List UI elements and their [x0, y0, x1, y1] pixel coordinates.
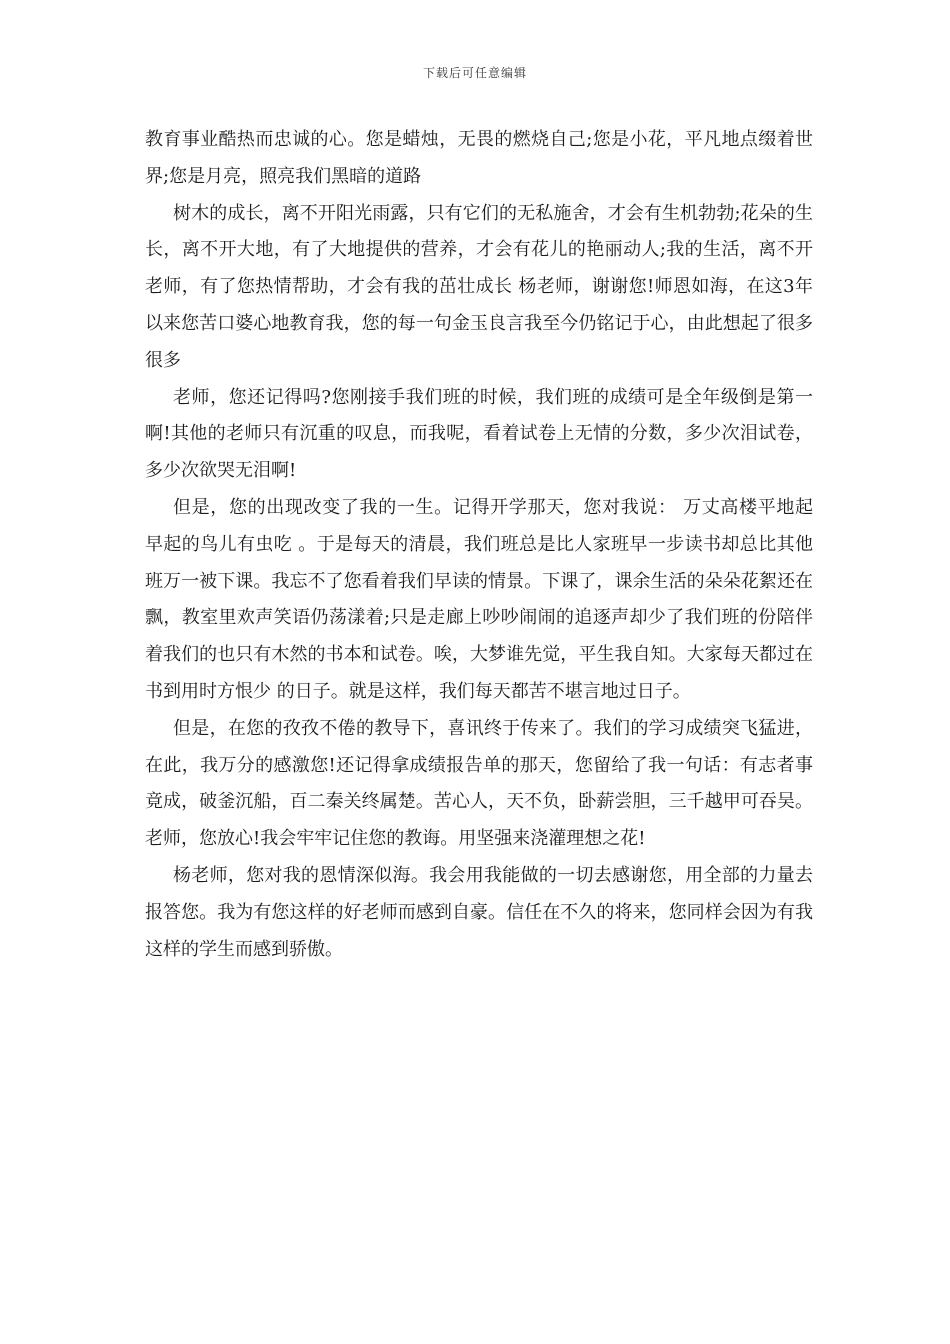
paragraph: 教育事业酷热而忠诚的心。您是蜡烛，无畏的燃烧自己;您是小花，平凡地点缀着世界;您是月亮，照亮我们黑暗的道路 [145, 129, 813, 187]
page-header: 下载后可任意编辑 [422, 66, 527, 80]
paragraph: 杨老师，您对我的恩情深似海。我会用我能做的一切去感谢您，用全部的力量去报答您。我为有您这样的好老师而感到自豪。信任在不久的将来，您同样会因为有我这样的学生而感到骄傲。 [145, 864, 813, 960]
paragraph: 但是，您的出现改变了我的一生。记得开学那天，您对我说： 万丈高楼平地起 早起的鸟儿有虫吃 。于是每天的清晨，我们班总是比人家班早一步读书却总比其他班万一被下课。我忘不了您看着我们早读的情景。下课了，课余生活的朵朵花絮还在飘，教室里欢声笑语仍荡漾着;只是走廊上吵吵闹闹的追逐声却少了我们班的份陪伴着我们的也只有木然的书本和试卷。唉，大梦谁先觉，平生我自知。大家每天都过在 书到用时方恨少 的日子。就是这样，我们每天都苦不堪言地过日子。 [145, 496, 813, 702]
document-body [145, 122, 813, 968]
paragraph: 树木的成长，离不开阳光雨露，只有它们的无私施舍，才会有生机勃勃;花朵的生长，离不开大地，有了大地提供的营养，才会有花儿的艳丽动人;我的生活，离不开老师，有了您热情帮助，才会有我的茁壮成长 杨老师，谢谢您!师恩如海，在这3年以来您苦口婆心地教育我，您的每一句金玉良言我至今仍铭记于心，由此想起了很多很多 [145, 202, 813, 371]
paragraph: 但是，在您的孜孜不倦的教导下，喜讯终于传来了。我们的学习成绩突飞猛进，在此，我万分的感激您!还记得拿成绩报告单的那天，您留给了我一句话：有志者事竟成，破釜沉船，百二秦关终属楚。苦心人，天不负，卧薪尝胆，三千越甲可吞吴。老师，您放心!我会牢牢记住您的教诲。用坚强来浇灌理想之花! [145, 717, 813, 850]
paragraph: 老师，您还记得吗?您刚接手我们班的时候，我们班的成绩可是全年级倒是第一啊!其他的老师只有沉重的叹息，而我呢，看着试卷上无情的分数，多少次泪试卷，多少次欲哭无泪啊! [145, 386, 813, 482]
